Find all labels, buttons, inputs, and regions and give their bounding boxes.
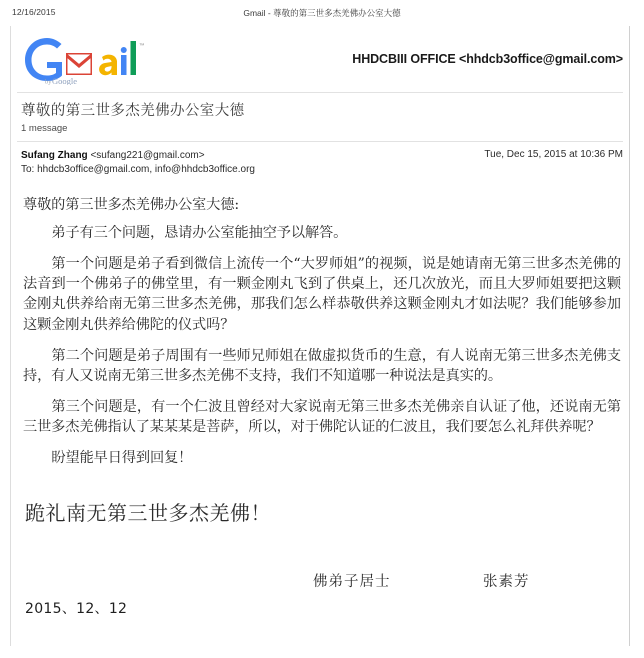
sender-email: <sufang221@gmail.com>: [90, 149, 205, 161]
body-paragraph: 第二个问题是弟子周围有一些师兄师姐在做虚拟货币的生意，有人说南无第三世多杰羌佛支持，有人又说南无第三世多杰羌佛不支持，我们不知道哪一种说法是真实的。: [23, 347, 621, 384]
body-paragraph: 弟子有三个问题，恳请办公室能抽空予以解答。: [51, 225, 348, 241]
body-paragraph: 第三个问题是，有一个仁波且曾经对大家说南无第三世多杰羌佛亲自认证了他，还说南无第三世多杰羌佛指认了某某某是菩萨，所以，对于佛陀认证的仁波且，我们要怎么礼拜供养呢？: [23, 399, 621, 436]
subject-block: [11, 93, 629, 141]
print-date: 12/16/2015: [12, 7, 56, 17]
recipient-line: To: hhdcb3office@gmail.com, info@hhdcb3office.org: [21, 164, 255, 176]
svg-text:Google: Google: [52, 76, 78, 85]
message-date: Tue, Dec 15, 2015 at 10:36 PM: [484, 148, 623, 160]
thread-subject: 尊敬的第三世多杰羌佛办公室大德: [21, 103, 245, 119]
print-header: [0, 0, 644, 26]
svg-text:™: ™: [139, 43, 145, 49]
message-body: [11, 185, 629, 618]
body-paragraph: 第一个问题是弟子看到微信上流传一个“大罗师姐”的视频，说是她请南无第三世多杰羌佛的法音到一个佛弟子的佛堂里，有一颗金刚丸飞到了供桌上，还几次放光，而且大罗师姐要把这颗金刚丸供养给南无第三世多杰羌佛，那我们怎么样恭敬供养这颗金刚丸才如法呢？我们能够参加这颗金刚丸供养给佛陀的仪式吗？: [23, 256, 621, 333]
body-salutation: 尊敬的第三世多杰羌佛办公室大德:: [23, 196, 239, 213]
signature-date: 2015、12、12: [25, 600, 128, 617]
signature-name: 张素芳: [483, 573, 530, 590]
gmail-logo: [21, 33, 149, 85]
message-count: 1 message: [21, 122, 68, 134]
message-header: [11, 142, 629, 185]
body-closing: 跪礼南无第三世多杰羌佛！: [25, 500, 271, 525]
account-email: HHDCBIII OFFICE <hhdcb3office@gmail.com>: [352, 52, 623, 66]
gmail-header: [11, 26, 629, 92]
print-page-title: Gmail - 尊敬的第三世多杰羌佛办公室大德: [243, 8, 401, 18]
signature-title: 佛弟子居士: [313, 573, 391, 590]
svg-text:by: by: [45, 78, 52, 85]
body-paragraph: 盼望能早日得到回复！: [51, 450, 193, 467]
page-sheet: [10, 26, 630, 646]
signature-row: [23, 570, 621, 596]
sender-name: Sufang Zhang: [21, 149, 88, 161]
